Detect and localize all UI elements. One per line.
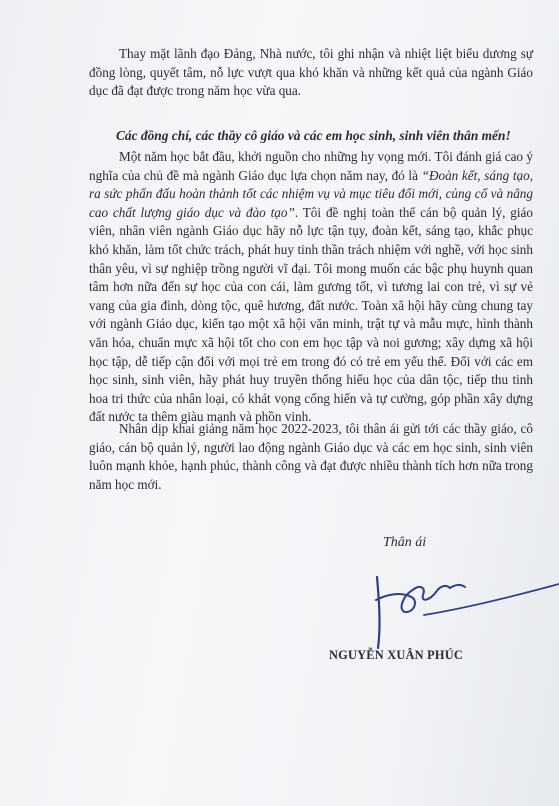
salutation-heading: Các đồng chí, các thầy cô giáo và các em học sinh, sinh viên thân mến!: [116, 128, 511, 143]
closing-text: Thân ái: [383, 535, 427, 550]
paragraph-2: [89, 148, 533, 427]
paragraph-2-text: [89, 148, 533, 427]
paragraph-2-end: . Tôi đề nghị toàn thể cán bộ quản lý, giáo viên, nhân viên ngành Giáo dục hãy nỗ lực tận tụy, đoàn kết, sáng tạo, khắc phục khó khăn, làm tốt chức trách, phát huy tinh thần trách nhiệm với nghề, với học sinh thân yêu, vì sự nghiệp trồng người vĩ đại. Tôi mong muốn các bậc phụ huynh quan tâm hơn nữa đến sự học của con cái, làm gương tốt, vì tương lai con trẻ, vì sự vẻ vang của gia đình, dòng tộc, quê hương, đất nước. Toàn xã hội hãy cùng chung tay với ngành Giáo dục, kiến tạo một xã hội văn minh, trật tự và mẫu mực, hình thành văn hóa, chuẩn mực xã hội tốt cho con em học tập và noi gương; xây dựng xã hội học tập, dễ tiếp cận đối với mọi trẻ em trong đó có trẻ em yếu thế. Đối với các em học sinh, sinh viên, hãy phát huy truyền thống hiếu học của dân tộc, tiếp thu tinh hoa tri thức của nhân loại, có khát vọng cống hiến và tự cường, góp phần xây dựng đất nước ta thêm giàu mạnh và phồn vinh.: [89, 204, 533, 425]
signer-name: NGUYỄN XUÂN PHÚC: [329, 648, 463, 662]
paragraph-3-text: Nhân dịp khai giảng năm học 2022-2023, tôi thân ái gửi tới các thầy giáo, cô giáo, cán bộ quản lý, người lao động ngành Giáo dục và các em học sinh, sinh viên luôn mạnh khỏe, hạnh phúc, thành công và đạt được nhiều thành tích hơn nữa trong năm học mới.: [89, 421, 533, 492]
paragraph-1: [89, 45, 533, 101]
paragraph-2-start: Một năm học bắt đầu, khởi nguồn cho những hy vọng mới. Tôi đánh giá cao ý nghĩa của chủ đề mà ngành Giáo dục lựa chọn năm nay, đó là: [89, 149, 533, 183]
paragraph-1-text: Thay mặt lãnh đạo Đảng, Nhà nước, tôi ghi nhận và nhiệt liệt biểu dương sự đồng lòng, quyết tâm, nỗ lực vượt qua khó khăn và những kết quả của ngành Giáo dục đã đạt được trong năm học vừa qua.: [89, 46, 533, 99]
paragraph-3: [89, 420, 533, 494]
school-year-theme: “Đoàn kết, sáng tạo, ra sức phấn đấu hoàn thành tốt các nhiệm vụ và mục tiêu đổi mới, củng cố và nâng cao chất lượng giáo dục và đào tạo”: [89, 167, 533, 220]
